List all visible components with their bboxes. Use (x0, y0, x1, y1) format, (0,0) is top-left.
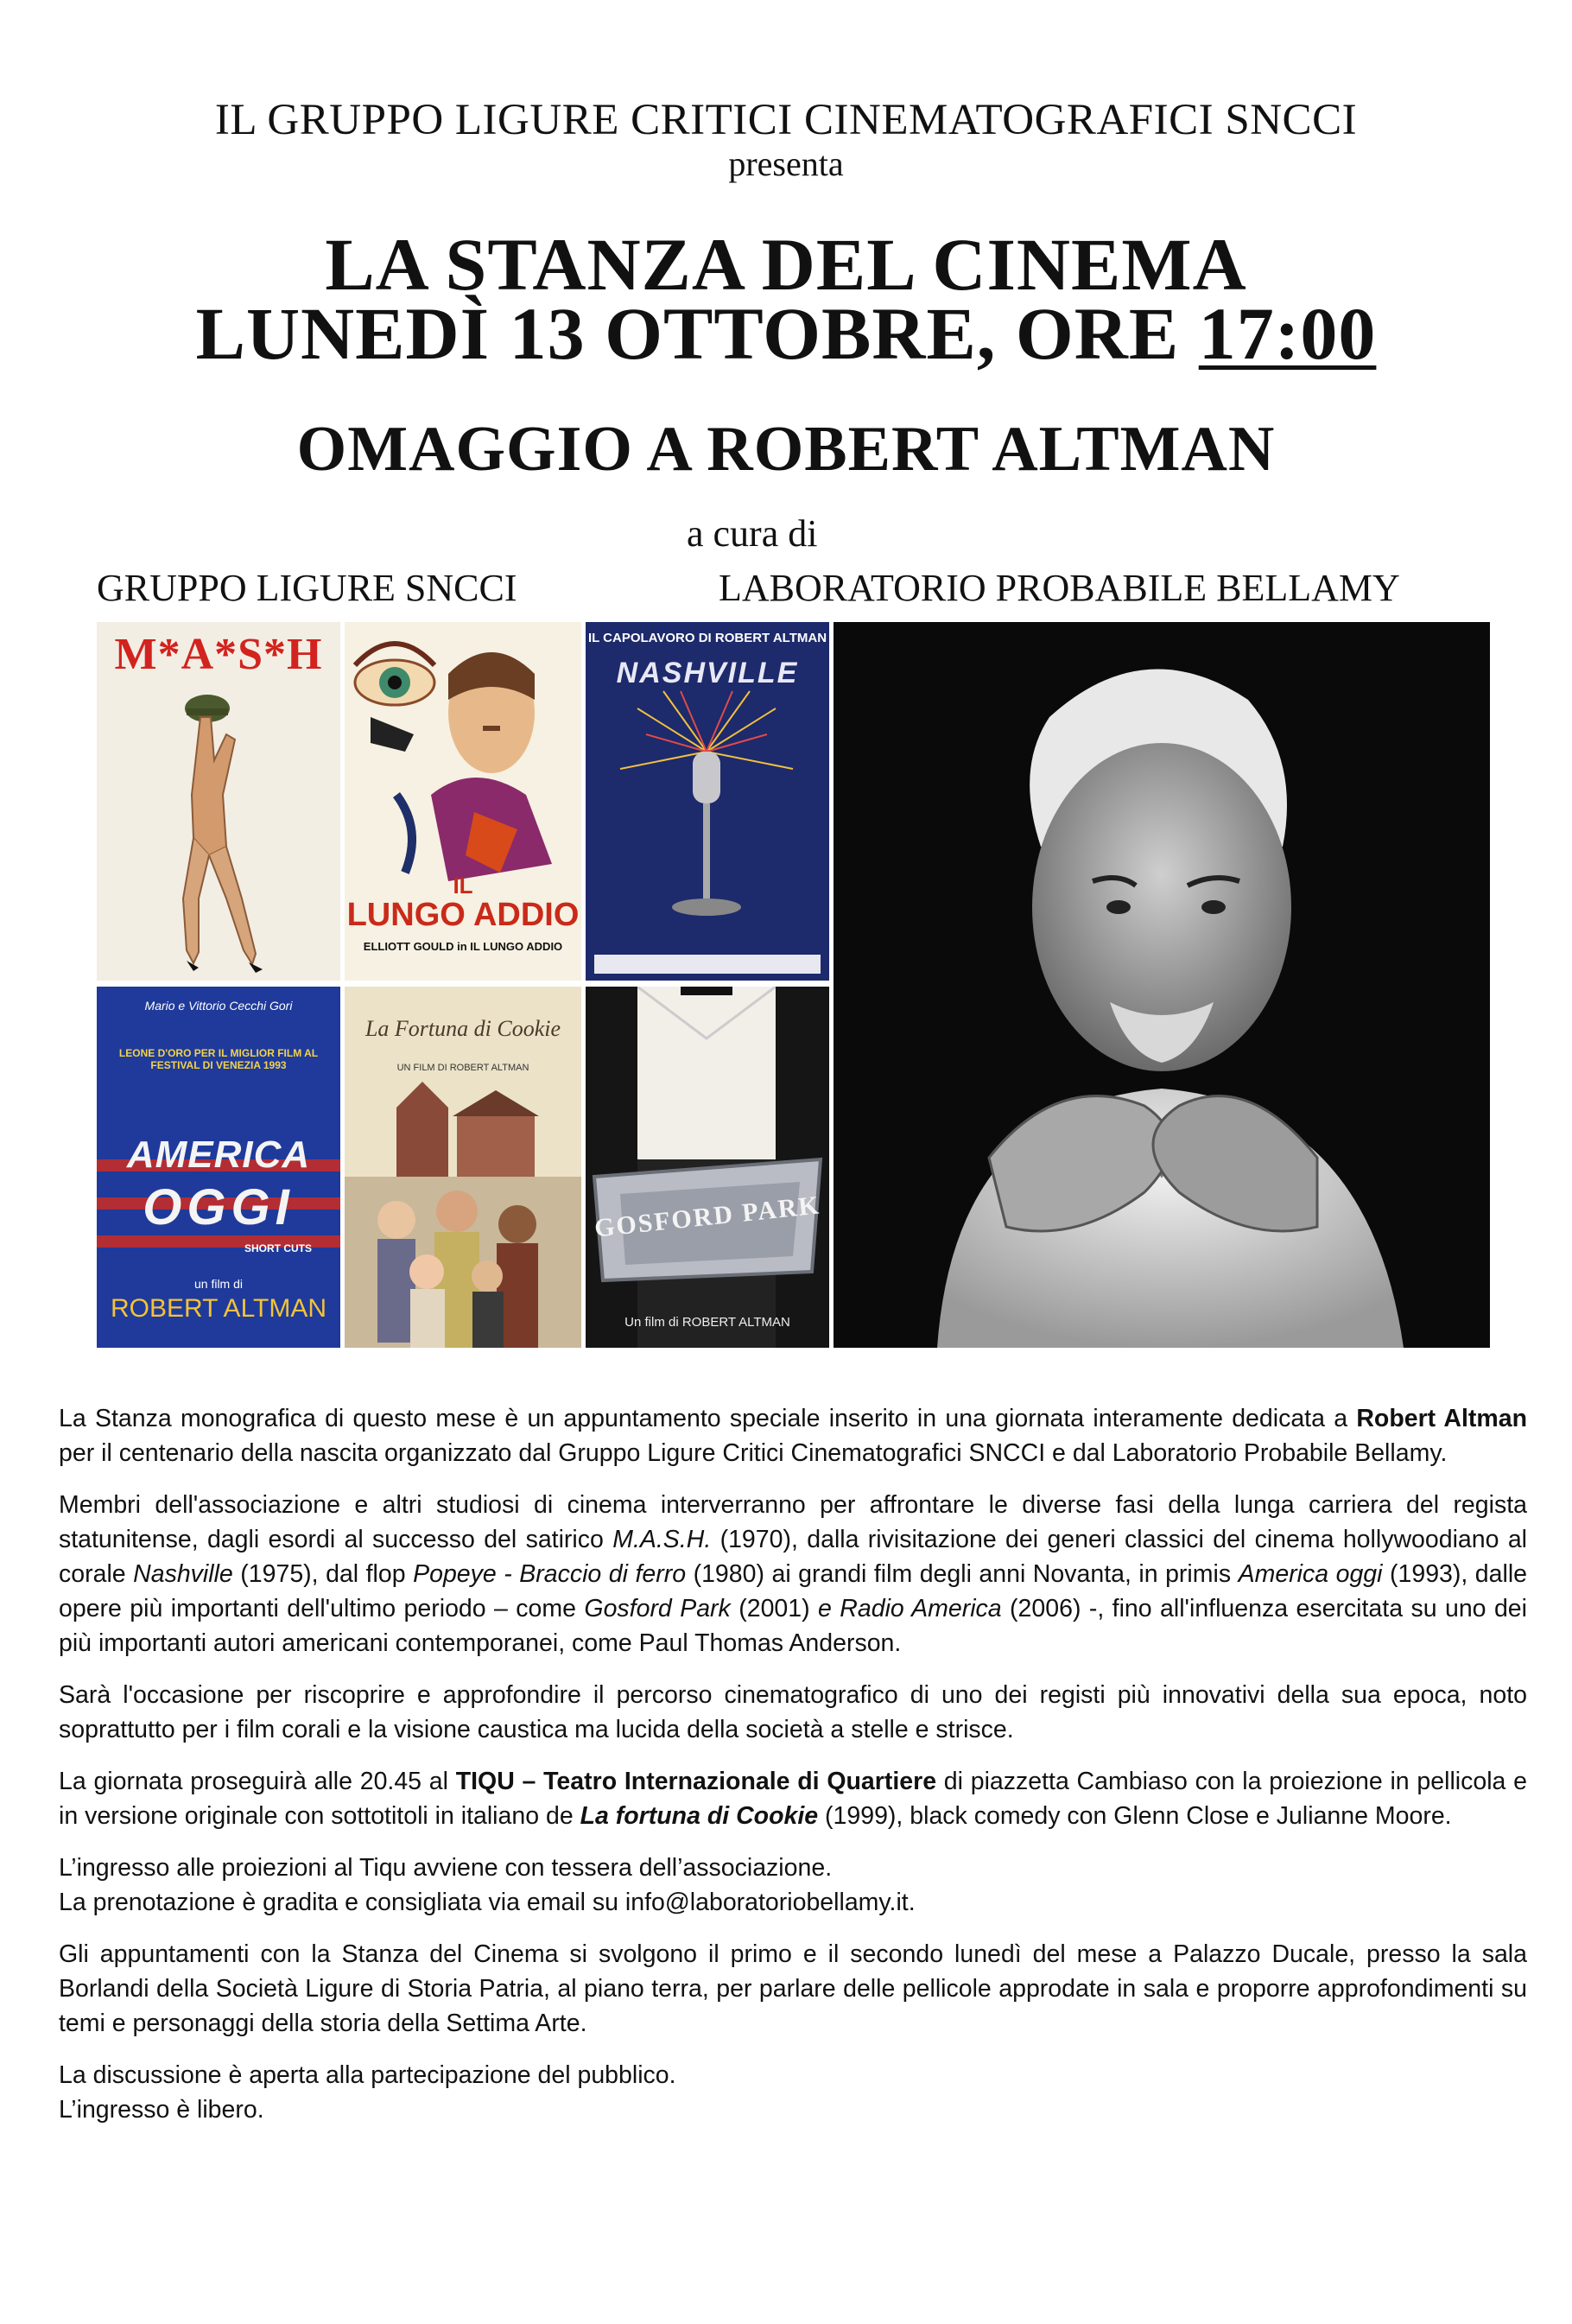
event-title: LA STANZA DEL CINEMA (325, 223, 1247, 306)
nashville-tagline: IL CAPOLAVORO DI ROBERT ALTMAN (587, 631, 827, 645)
america-short-cuts: SHORT CUTS (244, 1242, 312, 1254)
america-award: LEONE D'ORO PER IL MIGLIOR FILM AL FESTIVAL DI VENEZIA 1993 (118, 1047, 319, 1071)
paragraph-occasion: Sarà l'occasione per riscoprire e approfondire il percorso cinematografico di uno dei registi più innovativi della sua epoca, noto soprattutto per i film corali e la visione caustica ma lucida della società a stelle e strisce. (59, 1681, 1527, 1743)
poster-mash-title: M*A*S*H (114, 630, 323, 679)
intro-name-robert-altman: Robert Altman (1356, 1405, 1527, 1432)
robert-altman-portrait (834, 622, 1490, 1348)
paragraph-booking (59, 1851, 1527, 1920)
film-gosford-park: Gosford Park (584, 1595, 731, 1622)
event-subtitle: OMAGGIO A ROBERT ALTMAN (296, 414, 1276, 485)
cookie-illustration (345, 987, 581, 1348)
closing-free-entry: L’ingresso è libero. (59, 2096, 264, 2124)
career-text-b: (1970), dalla rivisitazione dei generi classici del cinema hollywoodiano al corale (59, 1526, 1527, 1588)
intro-text-c: per il centenario della nascita organizzato dal Gruppo Ligure Critici Cinematografici SNCCI e dal Laboratorio Probabile Bellamy. (59, 1439, 1448, 1467)
career-text-c: (1975), dal flop (232, 1560, 414, 1588)
curated-by-label: a cura di (687, 512, 818, 555)
gosford-film-by: Un film di ROBERT ALTMAN (624, 1315, 790, 1330)
screening-text-c: di piazzetta Cambiaso con la proiezione in pellicola e in versione originale con sottotitoli in italiano de (59, 1768, 1527, 1830)
nashville-microphone-illustration (586, 622, 829, 981)
cookie-title: La Fortuna di Cookie (364, 1016, 561, 1041)
event-time: 17:00 (1198, 292, 1377, 375)
film-america-oggi: America oggi (1238, 1560, 1383, 1588)
poster-la-fortuna-di-cookie (345, 987, 581, 1348)
poster-gosford-park (586, 987, 829, 1348)
cookie-film-by: UN FILM DI ROBERT ALTMAN (396, 1063, 529, 1073)
paragraph-screening (59, 1764, 1527, 1833)
booking-membership: L’ingresso alle proiezioni al Tiqu avviene con tessera dell’associazione. (59, 1854, 833, 1882)
closing-discussion: La discussione è aperta alla partecipazione del pubblico. (59, 2061, 676, 2089)
america-title-1: AMERICA (126, 1133, 311, 1176)
event-date: LUNEDÌ 13 OTTOBRE, ORE (195, 292, 1199, 375)
booking-email: La prenotazione è gradita e consigliata via email su info@laboratoriobellamy.it. (59, 1889, 916, 1916)
career-text-e: (1993), dalle opere più importanti dell'ultimo periodo – come (59, 1560, 1528, 1622)
curator-sncci: GRUPPO LIGURE SNCCI (97, 567, 517, 609)
lungo-addio-title-il: IL (453, 873, 473, 898)
lungo-addio-title: LUNGO ADDIO (346, 897, 580, 933)
paragraph-venue: Gli appuntamenti con la Stanza del Cinema si svolgono il primo e il secondo lunedì del mese a Palazzo Ducale, presso la sala Borlandi della Società Ligure di Storia Patria, al piano terra, per parlare delle pellicole approdate in sala e proporre approfondimenti su temi e personaggi della storia della Settima Arte. (59, 1940, 1527, 2037)
screening-text-a: La giornata proseguirà alle 20.45 al (59, 1768, 456, 1795)
career-text-g: (2006) -, fino all'influenza esercitata su uno dei più importanti autori americani contemporanei, come Paul Thomas Anderson. (59, 1595, 1527, 1657)
poster-il-lungo-addio (345, 622, 581, 981)
america-film-by: un film di (193, 1277, 244, 1291)
paragraph-closing (59, 2058, 1527, 2127)
film-mash: M.A.S.H. (612, 1526, 712, 1553)
america-director: ROBERT ALTMAN (110, 1294, 327, 1323)
peace-sign-legs-illustration (97, 622, 340, 981)
america-title-2: OGGI (143, 1179, 295, 1235)
gosford-title: GOSFORD PARK (593, 1191, 822, 1243)
america-producers: Mario e Vittorio Cecchi Gori (144, 999, 293, 1013)
nashville-title: NASHVILLE (616, 657, 799, 689)
career-text-f: (2001) (730, 1595, 819, 1622)
event-description (59, 1401, 1527, 2144)
paragraph-career (59, 1488, 1527, 1660)
screening-venue: TIQU – Teatro Internazionale di Quartiere (455, 1768, 937, 1795)
poster-america-oggi (97, 987, 340, 1348)
poster-nashville (586, 622, 829, 981)
presents-label: presenta (728, 144, 844, 183)
lungo-addio-credits: ELLIOTT GOULD in IL LUNGO ADDIO (363, 940, 563, 953)
intro-text-a: La Stanza monografica di questo mese è un appuntamento speciale inserito in una giornata interamente dedicata a (59, 1405, 1357, 1432)
career-text-a: Membri dell'associazione e altri studiosi di cinema interverranno per affrontare le diverse fasi della lunga carriera del regista statunitense, dagli esordi al successo del satirico (59, 1491, 1527, 1553)
screening-text-e: (1999), black comedy con Glenn Close e Julianne Moore. (818, 1802, 1452, 1830)
portrait-illustration (834, 622, 1490, 1348)
curator-bellamy: LABORATORIO PROBABILE BELLAMY (719, 567, 1400, 609)
organizer-heading: IL GRUPPO LIGURE CRITICI CINEMATOGRAFICI SNCCI (214, 96, 1358, 144)
career-text-d: (1980) ai grandi film degli anni Novanta, in primis (686, 1560, 1239, 1588)
event-date-time (0, 290, 1572, 377)
paragraph-intro (59, 1401, 1527, 1470)
film-popeye: Popeye - Braccio di ferro (413, 1560, 687, 1588)
film-la-fortuna-di-cookie: La fortuna di Cookie (580, 1802, 819, 1830)
film-nashville: Nashville (133, 1560, 233, 1588)
gosford-tray-illustration (586, 987, 829, 1348)
film-radio-america: e Radio America (818, 1595, 1002, 1622)
poster-mash (97, 622, 340, 981)
